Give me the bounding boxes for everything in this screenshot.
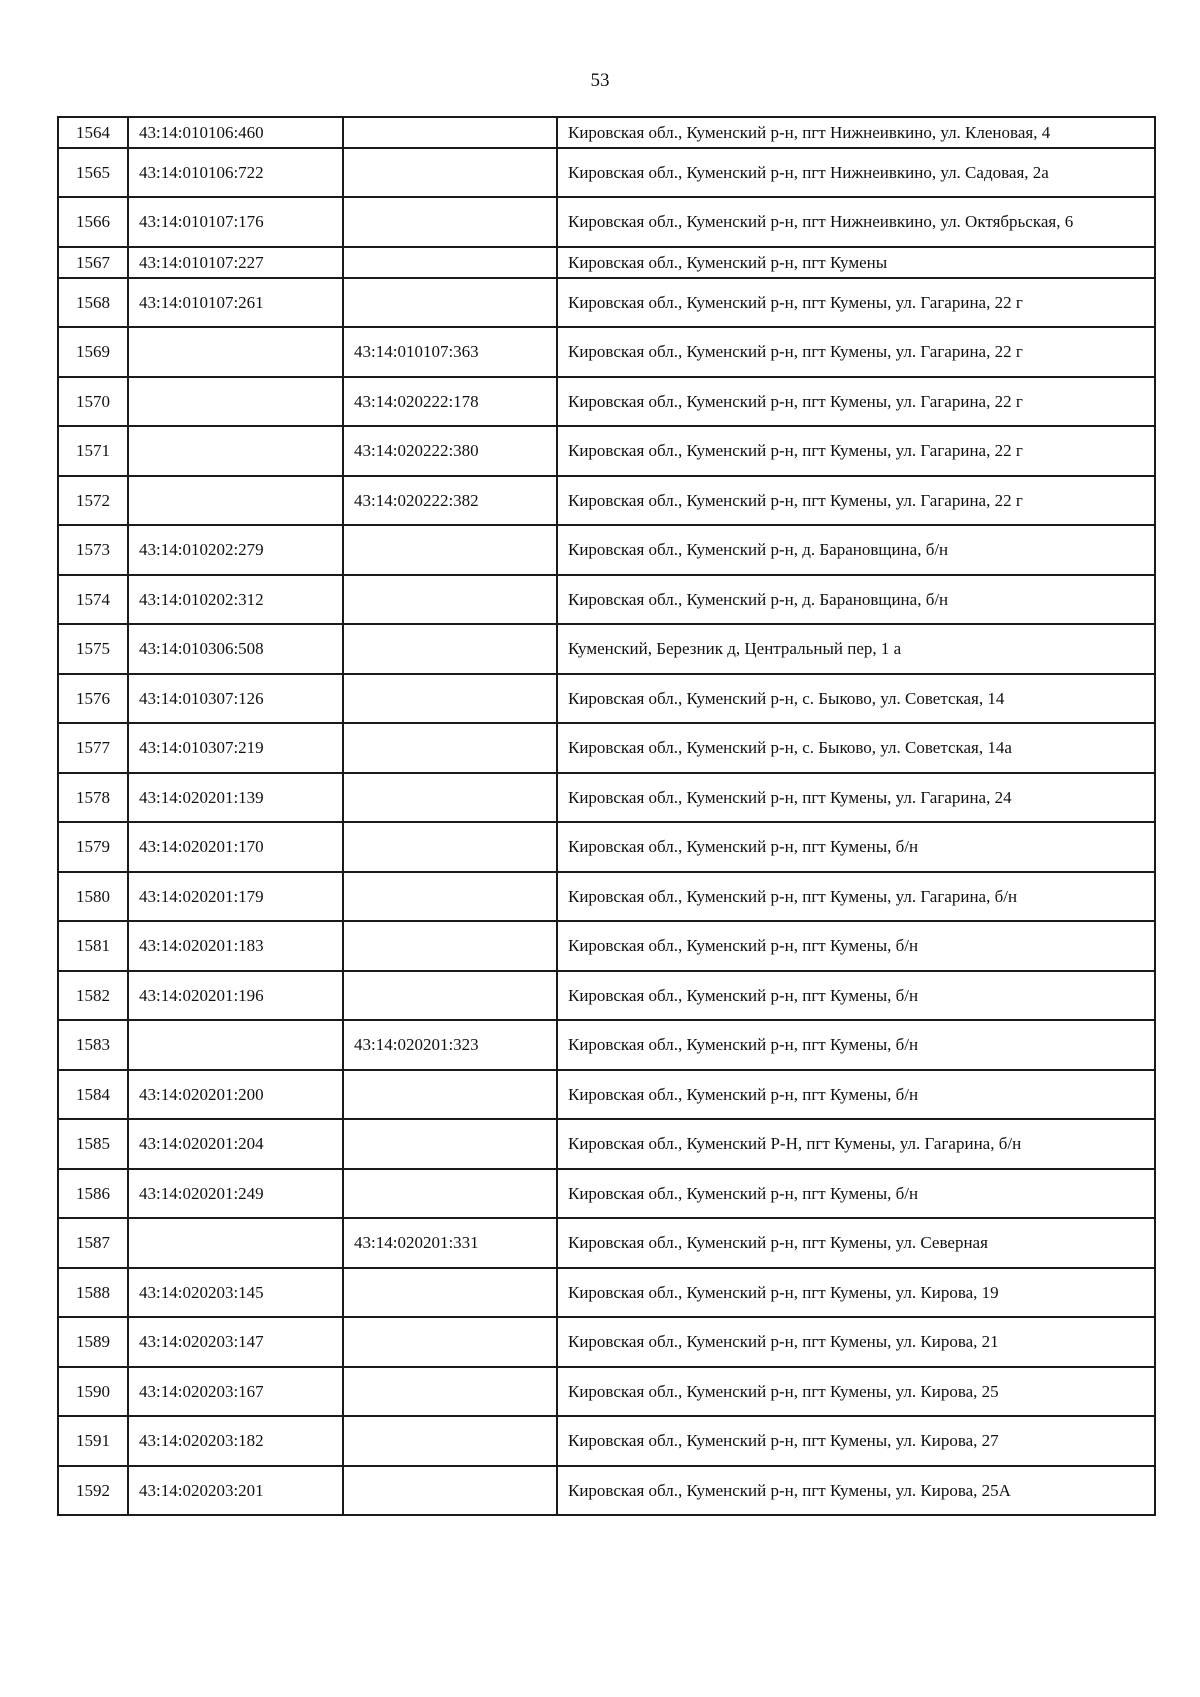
address-cell: Кировская обл., Куменский р-н, пгт Кумены, ул. Северная	[557, 1218, 1155, 1268]
table-row	[58, 1367, 1155, 1416]
address-cell: Кировская обл., Куменский р-н, пгт Кумены	[557, 247, 1155, 278]
related-cadastral-number-cell	[343, 575, 557, 624]
table-row	[58, 1119, 1155, 1169]
table-row	[58, 327, 1155, 377]
address-cell: Кировская обл., Куменский р-н, пгт Кумены, б/н	[557, 971, 1155, 1020]
cadastral-number-cell: 43:14:020203:182	[128, 1416, 343, 1466]
row-number-cell: 1591	[58, 1416, 128, 1466]
related-cadastral-number-cell	[343, 1268, 557, 1317]
related-cadastral-number-cell	[343, 674, 557, 723]
table-row	[58, 278, 1155, 327]
cadastral-number-cell: 43:14:020203:145	[128, 1268, 343, 1317]
related-cadastral-number-cell	[343, 117, 557, 148]
row-number-cell: 1579	[58, 822, 128, 872]
related-cadastral-number-cell	[343, 197, 557, 247]
table-row	[58, 426, 1155, 476]
cadastral-number-cell: 43:14:010106:722	[128, 148, 343, 197]
address-cell: Кировская обл., Куменский р-н, пгт Кумены, ул. Гагарина, 22 г	[557, 476, 1155, 525]
related-cadastral-number-cell	[343, 822, 557, 872]
table-row	[58, 1268, 1155, 1317]
cadastral-number-cell: 43:14:010107:261	[128, 278, 343, 327]
related-cadastral-number-cell	[343, 1070, 557, 1119]
row-number-cell: 1575	[58, 624, 128, 674]
related-cadastral-number-cell	[343, 278, 557, 327]
row-number-cell: 1572	[58, 476, 128, 525]
row-number-cell: 1566	[58, 197, 128, 247]
address-cell: Кировская обл., Куменский р-н, пгт Кумены, ул. Кирова, 27	[557, 1416, 1155, 1466]
table-row	[58, 525, 1155, 575]
row-number-cell: 1576	[58, 674, 128, 723]
row-number-cell: 1565	[58, 148, 128, 197]
table-row	[58, 117, 1155, 148]
address-cell: Кировская обл., Куменский р-н, пгт Кумены, ул. Гагарина, 22 г	[557, 426, 1155, 476]
address-cell: Кировская обл., Куменский р-н, пгт Кумены, ул. Гагарина, 22 г	[557, 327, 1155, 377]
related-cadastral-number-cell	[343, 1119, 557, 1169]
cadastral-number-cell: 43:14:020201:249	[128, 1169, 343, 1218]
cadastral-number-cell: 43:14:010307:219	[128, 723, 343, 773]
address-cell: Кировская обл., Куменский р-н, с. Быково, ул. Советская, 14а	[557, 723, 1155, 773]
related-cadastral-number-cell	[343, 1317, 557, 1367]
related-cadastral-number-cell	[343, 624, 557, 674]
related-cadastral-number-cell: 43:14:020201:331	[343, 1218, 557, 1268]
cadastral-number-cell	[128, 1218, 343, 1268]
row-number-cell: 1585	[58, 1119, 128, 1169]
table-row	[58, 1416, 1155, 1466]
cadastral-number-cell: 43:14:020201:204	[128, 1119, 343, 1169]
cadastral-number-cell: 43:14:010106:460	[128, 117, 343, 148]
related-cadastral-number-cell	[343, 247, 557, 278]
table-row	[58, 1466, 1155, 1515]
table-row	[58, 575, 1155, 624]
cadastral-number-cell	[128, 426, 343, 476]
related-cadastral-number-cell	[343, 1466, 557, 1515]
row-number-cell: 1592	[58, 1466, 128, 1515]
cadastral-number-cell: 43:14:020201:196	[128, 971, 343, 1020]
cadastral-number-cell	[128, 327, 343, 377]
table-row	[58, 773, 1155, 822]
row-number-cell: 1574	[58, 575, 128, 624]
cadastral-number-cell: 43:14:020201:139	[128, 773, 343, 822]
address-cell: Кировская обл., Куменский р-н, пгт Нижнеивкино, ул. Октябрьская, 6	[557, 197, 1155, 247]
table-row	[58, 674, 1155, 723]
row-number-cell: 1580	[58, 872, 128, 921]
address-cell: Кировская обл., Куменский р-н, пгт Кумены, ул. Гагарина, 24	[557, 773, 1155, 822]
address-cell: Кировская обл., Куменский р-н, пгт Кумены, ул. Кирова, 25А	[557, 1466, 1155, 1515]
address-cell: Кировская обл., Куменский р-н, пгт Кумены, б/н	[557, 1169, 1155, 1218]
cadastral-number-cell	[128, 476, 343, 525]
row-number-cell: 1581	[58, 921, 128, 971]
related-cadastral-number-cell	[343, 872, 557, 921]
row-number-cell: 1571	[58, 426, 128, 476]
address-cell: Кировская обл., Куменский р-н, пгт Нижнеивкино, ул. Кленовая, 4	[557, 117, 1155, 148]
row-number-cell: 1589	[58, 1317, 128, 1367]
table-row	[58, 148, 1155, 197]
row-number-cell: 1569	[58, 327, 128, 377]
table-row	[58, 822, 1155, 872]
table-row	[58, 476, 1155, 525]
row-number-cell: 1588	[58, 1268, 128, 1317]
related-cadastral-number-cell: 43:14:020222:178	[343, 377, 557, 426]
table-row	[58, 1218, 1155, 1268]
address-cell: Кировская обл., Куменский р-н, пгт Кумены, б/н	[557, 921, 1155, 971]
address-cell: Кировская обл., Куменский р-н, д. Барановщина, б/н	[557, 525, 1155, 575]
table-row	[58, 872, 1155, 921]
address-cell: Кировская обл., Куменский р-н, пгт Кумены, ул. Гагарина, б/н	[557, 872, 1155, 921]
cadastral-number-cell	[128, 1020, 343, 1070]
cadastral-number-cell: 43:14:010307:126	[128, 674, 343, 723]
cadastral-number-cell: 43:14:010107:227	[128, 247, 343, 278]
related-cadastral-number-cell	[343, 1367, 557, 1416]
address-cell: Кировская обл., Куменский р-н, пгт Кумены, б/н	[557, 1070, 1155, 1119]
related-cadastral-number-cell	[343, 971, 557, 1020]
related-cadastral-number-cell	[343, 525, 557, 575]
related-cadastral-number-cell	[343, 148, 557, 197]
address-cell: Кировская обл., Куменский р-н, д. Барановщина, б/н	[557, 575, 1155, 624]
related-cadastral-number-cell: 43:14:020201:323	[343, 1020, 557, 1070]
related-cadastral-number-cell	[343, 723, 557, 773]
table-row	[58, 921, 1155, 971]
related-cadastral-number-cell	[343, 921, 557, 971]
row-number-cell: 1587	[58, 1218, 128, 1268]
cadastral-number-cell: 43:14:020203:167	[128, 1367, 343, 1416]
cadastral-number-cell	[128, 377, 343, 426]
address-cell: Кировская обл., Куменский р-н, пгт Кумены, ул. Кирова, 25	[557, 1367, 1155, 1416]
address-cell: Кировская обл., Куменский р-н, пгт Нижнеивкино, ул. Садовая, 2а	[557, 148, 1155, 197]
row-number-cell: 1590	[58, 1367, 128, 1416]
table-row	[58, 971, 1155, 1020]
cadastral-number-cell: 43:14:010306:508	[128, 624, 343, 674]
table-row	[58, 1020, 1155, 1070]
related-cadastral-number-cell	[343, 1416, 557, 1466]
cadastral-number-cell: 43:14:010202:279	[128, 525, 343, 575]
cadastral-number-cell: 43:14:020201:200	[128, 1070, 343, 1119]
row-number-cell: 1584	[58, 1070, 128, 1119]
address-cell: Кировская обл., Куменский р-н, пгт Кумены, б/н	[557, 822, 1155, 872]
cadastral-number-cell: 43:14:020203:201	[128, 1466, 343, 1515]
row-number-cell: 1582	[58, 971, 128, 1020]
table-row	[58, 197, 1155, 247]
row-number-cell: 1578	[58, 773, 128, 822]
property-registry-table	[57, 116, 1156, 1516]
row-number-cell: 1568	[58, 278, 128, 327]
row-number-cell: 1577	[58, 723, 128, 773]
table-row	[58, 247, 1155, 278]
table-row	[58, 624, 1155, 674]
address-cell: Кировская обл., Куменский р-н, пгт Кумены, ул. Кирова, 19	[557, 1268, 1155, 1317]
cadastral-number-cell: 43:14:010107:176	[128, 197, 343, 247]
address-cell: Кировская обл., Куменский р-н, пгт Кумены, б/н	[557, 1020, 1155, 1070]
table-row	[58, 1317, 1155, 1367]
address-cell: Куменский, Березник д, Центральный пер, 1 а	[557, 624, 1155, 674]
row-number-cell: 1573	[58, 525, 128, 575]
address-cell: Кировская обл., Куменский р-н, пгт Кумены, ул. Гагарина, 22 г	[557, 278, 1155, 327]
related-cadastral-number-cell	[343, 773, 557, 822]
row-number-cell: 1583	[58, 1020, 128, 1070]
related-cadastral-number-cell: 43:14:020222:380	[343, 426, 557, 476]
related-cadastral-number-cell: 43:14:010107:363	[343, 327, 557, 377]
cadastral-number-cell: 43:14:020201:179	[128, 872, 343, 921]
page-number: 53	[590, 70, 610, 91]
row-number-cell: 1564	[58, 117, 128, 148]
row-number-cell: 1567	[58, 247, 128, 278]
address-cell: Кировская обл., Куменский р-н, пгт Кумены, ул. Гагарина, 22 г	[557, 377, 1155, 426]
table-row	[58, 723, 1155, 773]
table-row	[58, 377, 1155, 426]
address-cell: Кировская обл., Куменский р-н, пгт Кумены, ул. Кирова, 21	[557, 1317, 1155, 1367]
row-number-cell: 1570	[58, 377, 128, 426]
cadastral-number-cell: 43:14:020203:147	[128, 1317, 343, 1367]
registry-table-body	[58, 117, 1155, 1515]
related-cadastral-number-cell: 43:14:020222:382	[343, 476, 557, 525]
address-cell: Кировская обл., Куменский Р-Н, пгт Кумены, ул. Гагарина, б/н	[557, 1119, 1155, 1169]
table-row	[58, 1169, 1155, 1218]
cadastral-number-cell: 43:14:020201:183	[128, 921, 343, 971]
related-cadastral-number-cell	[343, 1169, 557, 1218]
table-row	[58, 1070, 1155, 1119]
row-number-cell: 1586	[58, 1169, 128, 1218]
address-cell: Кировская обл., Куменский р-н, с. Быково, ул. Советская, 14	[557, 674, 1155, 723]
cadastral-number-cell: 43:14:020201:170	[128, 822, 343, 872]
cadastral-number-cell: 43:14:010202:312	[128, 575, 343, 624]
